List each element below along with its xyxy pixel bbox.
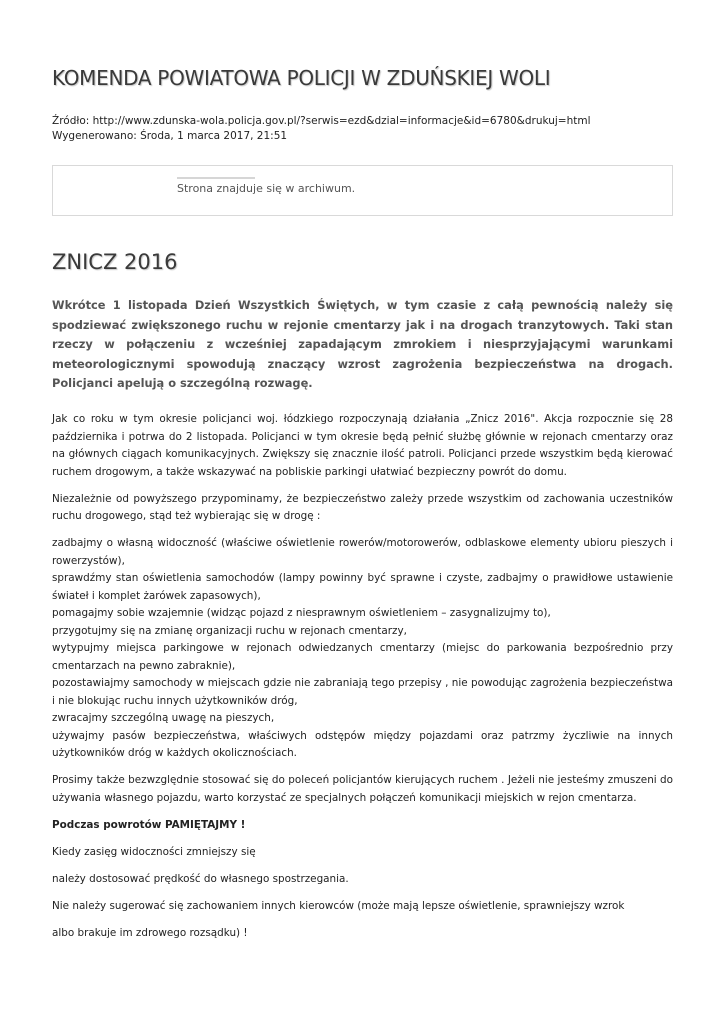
- source-url: Źródło: http://www.zdunska-wola.policja.gov.pl/?serwis=ezd&dzial=informacje&id=6780&drukuj=html: [52, 115, 591, 127]
- generated-date: Wygenerowano: Środa, 1 marca 2017, 21:51: [52, 130, 288, 142]
- list-item: zadbajmy o własną widoczność (właściwe oświetlenie rowerów/motorowerów, odblaskowe elementy ubioru pieszych i rowerzystów),: [52, 537, 673, 567]
- list-item: używajmy pasów bezpieczeństwa, właściwych odstępów między pojazdami oraz patrzmy życzliwie na innych użytkowników dróg w każdych okolicznościach.: [52, 729, 673, 759]
- article-title: ZNICZ 2016: [52, 250, 178, 274]
- paragraph: Nie należy sugerować się zachowaniem innych kierowców (może mają lepsze oświetlenie, sprawniejszy wzrok: [52, 899, 625, 912]
- paragraph: albo brakuje im zdrowego rozsądku) !: [52, 926, 248, 939]
- list-item: pozostawiajmy samochody w miejscach gdzie nie zabraniają tego przepisy , nie powodując zagrożenia bezpieczeństwa i nie blokując ruchu innych użytkowników dróg,: [52, 677, 673, 707]
- paragraph: Jak co roku w tym okresie policjanci woj. łódzkiego rozpoczynają działania „Znicz 2016". Akcja rozpocznie się 28 października i potrwa do 2 listopada. Policjanci w tym okresie będą pełnić służbę głównie w rejonach cmentarzy oraz na głównych ciągach komunikacyjnych. Zwiększy się znacznie ilość patroli. Policjanci przede wszystkim będą kierować ruchem drogowym, a także wskazywać na pobliskie parkingi ułatwiać bezpieczny powrót do domu.: [52, 413, 673, 478]
- list-item: pomagajmy sobie wzajemnie (widząc pojazd z niesprawnym oświetleniem – zasygnalizujmy to),: [52, 607, 551, 619]
- article-lead: Wkrótce 1 listopada Dzień Wszystkich Świętych, w tym czasie z całą pewnością należy się spodziewać zwiększonego ruchu w rejonie cmentarzy jak i na drogach tranzytowych. Taki stan rzeczy w połączeniu z wcześniej zapadającym zmrokiem i niesprzyjającymi warunkami meteorologicznymi spowodują znaczący wzrost zagrożenia bezpieczeństwa na drogach. Policjanci apelują o szczególną rozwagę.: [52, 298, 673, 390]
- site-title: KOMENDA POWIATOWA POLICJI W ZDUŃSKIEJ WOLI: [52, 66, 551, 90]
- tips-list: [52, 535, 673, 763]
- archive-notice: Strona znajduje się w archiwum.: [177, 182, 356, 195]
- paragraph: Prosimy także bezwzględnie stosować się do poleceń policjantów kierujących ruchem . Jeżeli nie jesteśmy zmuszeni do używania własnego pojazdu, warto korzystać ze specjalnych połączeń komunikacji miejskich w rejon cmentarza.: [52, 774, 673, 804]
- list-item: przygotujmy się na zmianę organizacji ruchu w rejonach cmentarzy,: [52, 624, 407, 637]
- paragraph: należy dostosować prędkość do własnego spostrzegania.: [52, 872, 349, 885]
- paragraph: Kiedy zasięg widoczności zmniejszy się: [52, 845, 256, 858]
- list-item: zwracajmy szczególną uwagę na pieszych,: [52, 712, 275, 724]
- list-item: sprawdźmy stan oświetlenia samochodów (lampy powinny być sprawne i czyste, zadbajmy o prawidłowe ustawienie świateł i komplet żarówek zapasowych),: [52, 572, 673, 602]
- paragraph: Niezależnie od powyższego przypominamy, że bezpieczeństwo zależy przede wszystkim od zachowania uczestników ruchu drogowego, stąd też wybierając się w drogę :: [52, 492, 673, 522]
- archive-notice-box: [52, 165, 673, 216]
- article-body: [52, 411, 673, 952]
- return-heading: Podczas powrotów PAMIĘTAJMY !: [52, 818, 246, 831]
- archive-divider: [177, 177, 255, 179]
- print-meta: [52, 114, 591, 144]
- list-item: wytypujmy miejsca parkingowe w rejonach odwiedzanych cmentarzy (miejsc do parkowania bezpośrednio przy cmentarzach na pewno zabraknie),: [52, 642, 673, 672]
